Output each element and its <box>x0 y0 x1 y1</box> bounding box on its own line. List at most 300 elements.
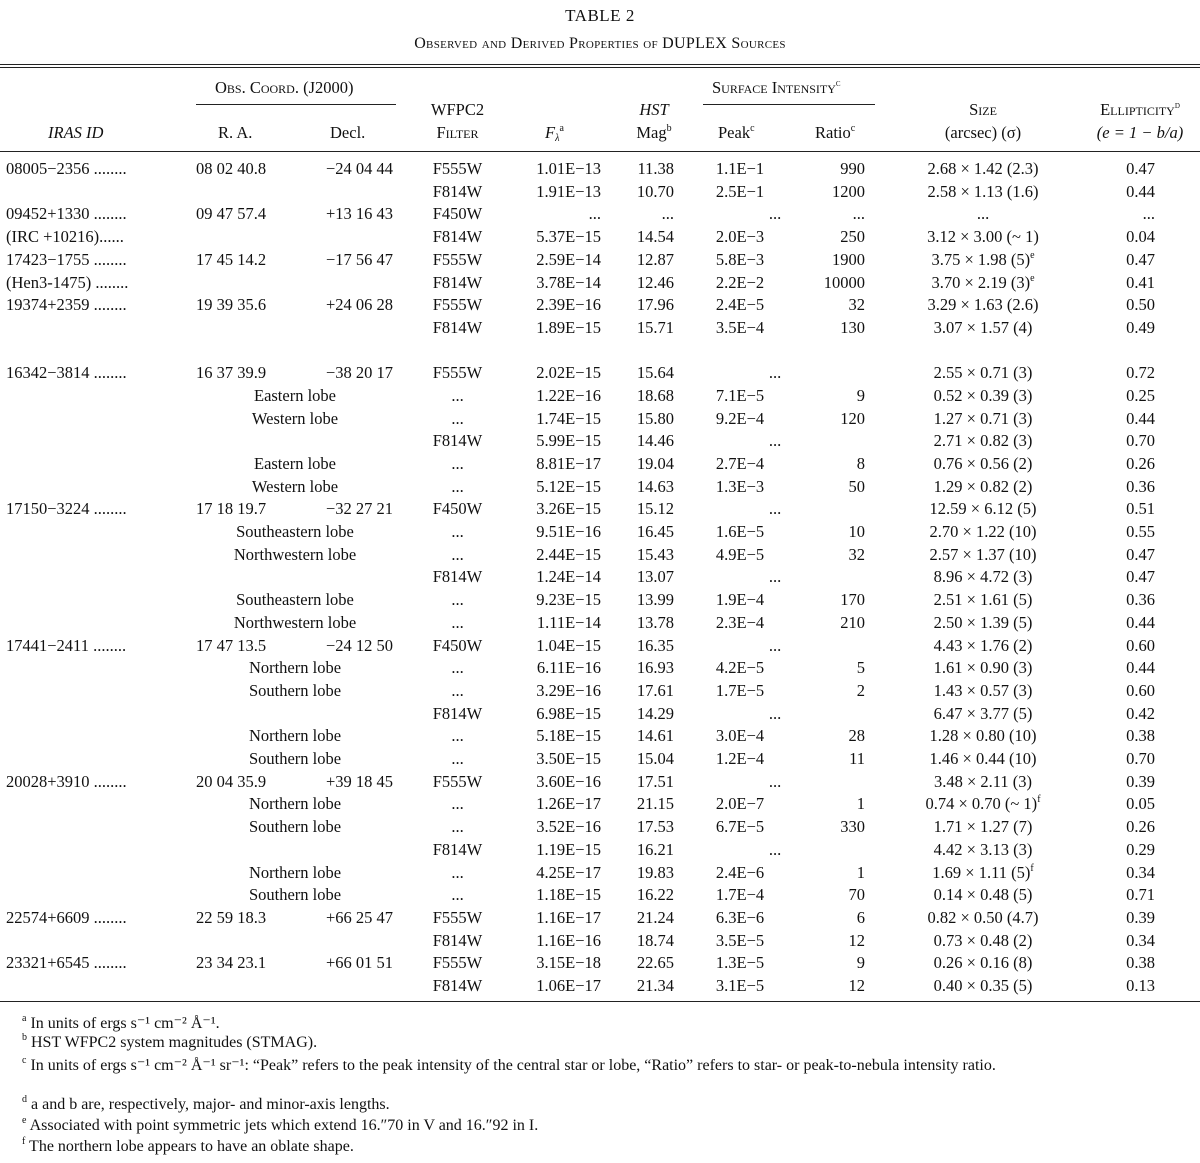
mag-cell: 16.45 <box>636 522 674 541</box>
table-row <box>0 182 1200 204</box>
filter-cell: ... <box>451 476 464 496</box>
footnote-text: The northern lobe appears to have an oblate shape. <box>25 1138 354 1155</box>
iras-id-cell: 19374+2359 ........ <box>6 295 127 315</box>
filter-cell: F555W <box>432 771 483 791</box>
table-row <box>0 636 1200 658</box>
table-row <box>0 522 1200 544</box>
table-row <box>0 726 1200 748</box>
table-row <box>0 613 1200 635</box>
filter-cell: F814W <box>432 839 483 859</box>
footnote-mark: d <box>22 1094 27 1105</box>
obs-coord-rule <box>196 104 396 105</box>
ellipticity-cell: 0.42 <box>1126 703 1155 723</box>
mag-cell: 15.43 <box>636 544 674 564</box>
ratio-cell: 120 <box>840 408 865 428</box>
filter-cell: ... <box>451 453 464 473</box>
filter-cell: F814W <box>432 976 483 995</box>
flux-cell: 6.98E−15 <box>536 703 601 723</box>
filter-cell: ... <box>451 612 464 632</box>
flux-cell: 1.24E−14 <box>536 567 601 587</box>
size-cell: 3.12 × 3.00 (~ 1) <box>927 227 1039 247</box>
size-cell: 0.82 × 0.50 (4.7) <box>927 907 1039 927</box>
footnote-text: In units of ergs s⁻¹ cm⁻² Å⁻¹. <box>26 1015 220 1032</box>
flux-cell: 1.89E−15 <box>536 317 601 337</box>
decl-cell: +13 16 43 <box>325 204 393 224</box>
header-rule <box>0 151 1200 152</box>
ratio-cell: 130 <box>840 317 865 337</box>
ellipticity-cell: ... <box>1142 204 1155 224</box>
table-row <box>0 976 1200 998</box>
table-row <box>0 204 1200 226</box>
peak-cell: ... <box>768 703 782 723</box>
ratio-cell: 11 <box>849 749 865 768</box>
table-row <box>0 658 1200 680</box>
ra-cell: 17 47 13.5 <box>196 635 267 655</box>
peak-cell: ... <box>768 635 782 655</box>
mag-cell: 17.51 <box>636 771 674 791</box>
peak-cell: 2.0E−7 <box>715 794 765 814</box>
size-cell: 0.76 × 0.56 (2) <box>933 453 1033 473</box>
filter-cell: F814W <box>432 181 483 201</box>
ratio-cell: 170 <box>840 590 865 610</box>
header-ellipticity: Ellipticity$^d$ <box>1100 100 1180 119</box>
filter-cell: F814W <box>432 272 483 292</box>
peak-cell: 3.0E−4 <box>715 726 765 746</box>
header-obs-coord: Obs. Coord. (J2000) <box>215 78 354 97</box>
size-cell: 0.73 × 0.48 (2) <box>933 930 1033 950</box>
flux-cell: 6.11E−16 <box>536 658 601 678</box>
ellipticity-cell: 0.51 <box>1126 499 1155 519</box>
component-cell: Southeastern lobe <box>236 590 354 610</box>
table-row <box>0 499 1200 521</box>
mag-cell: 12.46 <box>636 272 674 292</box>
filter-cell: F450W <box>432 635 483 655</box>
peak-cell: 4.9E−5 <box>715 544 765 564</box>
iras-id-cell: (IRC +10216)...... <box>6 227 124 247</box>
table-row <box>0 273 1200 295</box>
size-cell: 0.40 × 0.35 (5) <box>933 976 1033 995</box>
filter-cell: F814W <box>432 227 483 247</box>
filter-cell: F450W <box>432 204 483 224</box>
size-cell: 12.59 × 6.12 (5) <box>929 499 1037 519</box>
ellipticity-cell: 0.05 <box>1126 794 1155 814</box>
filter-cell: ... <box>451 544 464 564</box>
ellipticity-cell: 0.29 <box>1126 839 1155 859</box>
mag-cell: 21.15 <box>636 794 674 814</box>
filter-cell: F555W <box>432 159 483 178</box>
ra-cell: 17 18 19.7 <box>196 499 267 519</box>
mag-cell: 16.93 <box>636 658 674 678</box>
flux-cell: 9.51E−16 <box>536 522 601 541</box>
footnote-text: Associated with point symmetric jets which extend 16.″70 in V and 16.″92 in I. <box>26 1117 539 1134</box>
filter-cell: F555W <box>432 295 483 315</box>
peak-cell: 7.1E−5 <box>715 385 765 405</box>
ellipticity-cell: 0.72 <box>1126 363 1155 383</box>
footnote <box>0 1117 538 1135</box>
flux-cell: 3.26E−15 <box>536 499 601 519</box>
filter-cell: ... <box>451 408 464 428</box>
ellipticity-cell: 0.38 <box>1126 953 1155 973</box>
decl-cell: +39 18 45 <box>325 771 393 791</box>
peak-cell: ... <box>768 839 782 859</box>
filter-cell: ... <box>451 885 464 905</box>
filter-cell: F555W <box>432 907 483 927</box>
filter-cell: F814W <box>432 431 483 451</box>
table-row <box>0 295 1200 317</box>
ellipticity-cell: 0.44 <box>1126 408 1155 428</box>
ellipticity-cell: 0.34 <box>1126 930 1155 950</box>
iras-id-cell: (Hen3-1475) ........ <box>6 272 129 292</box>
footnote-mark: e <box>22 1115 27 1126</box>
ellipticity-cell: 0.36 <box>1126 590 1155 610</box>
peak-cell: 6.7E−5 <box>715 817 765 837</box>
table-row <box>0 250 1200 272</box>
table-row <box>0 772 1200 794</box>
mag-cell: 17.61 <box>636 680 674 700</box>
flux-cell: 5.37E−15 <box>536 227 601 247</box>
flux-cell: 1.26E−17 <box>536 794 601 814</box>
flux-cell: 1.91E−13 <box>536 181 601 201</box>
ellipticity-cell: 0.47 <box>1126 567 1155 587</box>
filter-cell: ... <box>451 817 464 837</box>
iras-id-cell: 16342−3814 ........ <box>6 363 127 383</box>
footnote <box>0 1138 354 1156</box>
filter-cell: ... <box>451 749 464 768</box>
flux-cell: 3.50E−15 <box>536 749 601 768</box>
peak-cell: ... <box>768 363 782 383</box>
footnote <box>0 1034 317 1052</box>
filter-cell: ... <box>451 862 464 882</box>
decl-cell: −32 27 21 <box>325 499 393 519</box>
ellipticity-cell: 0.39 <box>1126 771 1155 791</box>
ratio-cell: 8 <box>856 453 865 473</box>
size-cell: 2.55 × 0.71 (3) <box>933 363 1033 383</box>
footnote-text: HST WFPC2 system magnitudes (STMAG). <box>27 1034 318 1051</box>
ratio-cell: 1 <box>856 862 865 882</box>
peak-cell: 1.1E−1 <box>715 159 765 178</box>
ra-cell: 22 59 18.3 <box>196 907 267 927</box>
ellipticity-cell: 0.47 <box>1126 544 1155 564</box>
filter-cell: ... <box>451 590 464 610</box>
flux-cell: 1.18E−15 <box>536 885 601 905</box>
size-cell: 2.51 × 1.61 (5) <box>933 590 1033 610</box>
component-cell: Southern lobe <box>248 885 342 905</box>
mag-cell: 16.22 <box>636 885 674 905</box>
peak-cell: 2.5E−1 <box>715 181 765 201</box>
footnote <box>0 1013 220 1033</box>
ratio-cell: 32 <box>848 295 865 315</box>
mag-cell: 13.07 <box>636 567 674 587</box>
mag-cell: 19.04 <box>636 453 674 473</box>
peak-cell: 1.7E−5 <box>715 680 765 700</box>
footnote-mark: a <box>22 1013 27 1024</box>
size-cell: 2.50 × 1.39 (5) <box>933 612 1033 632</box>
surface-intensity-rule <box>703 104 875 105</box>
flux-cell: 8.81E−17 <box>536 453 601 473</box>
table-row <box>0 681 1200 703</box>
ellipticity-cell: 0.13 <box>1126 976 1155 995</box>
peak-cell: 3.1E−5 <box>715 976 765 995</box>
peak-cell: 2.7E−4 <box>715 453 765 473</box>
ratio-cell: 10000 <box>823 272 865 292</box>
component-cell: Northern lobe <box>248 794 342 814</box>
mag-cell: 17.53 <box>636 817 674 837</box>
peak-cell: ... <box>768 431 782 451</box>
size-cell: 3.07 × 1.57 (4) <box>933 317 1033 337</box>
ratio-cell: 10 <box>848 522 865 541</box>
top-rule-1 <box>0 64 1200 65</box>
peak-cell: 3.5E−4 <box>715 317 765 337</box>
filter-cell: F814W <box>432 567 483 587</box>
size-cell: 3.75 × 1.98 $(5)^e$ <box>931 249 1035 269</box>
mag-cell: 16.21 <box>636 839 674 859</box>
iras-id-cell: 09452+1330 ........ <box>6 204 127 224</box>
mag-cell: ... <box>661 204 674 224</box>
size-cell: 2.57 × 1.37 (10) <box>929 544 1037 564</box>
filter-cell: F555W <box>432 953 483 973</box>
ellipticity-cell: 0.55 <box>1126 522 1155 541</box>
filter-cell: F555W <box>432 249 483 269</box>
table-row <box>0 863 1200 885</box>
footnote-mark: f <box>1030 862 1034 874</box>
table-title: TABLE 2 <box>565 6 635 25</box>
table-row <box>0 840 1200 862</box>
table-row <box>0 817 1200 839</box>
table-row <box>0 704 1200 726</box>
footnote <box>0 1096 390 1114</box>
header-size-units: (arcsec) (σ) <box>944 123 1022 142</box>
header-mag: Mag$^b$ <box>636 123 672 142</box>
size-cell: 1.71 × 1.27 (7) <box>933 817 1033 837</box>
footnote-mark: f <box>1037 794 1041 806</box>
footnote-mark: f <box>22 1136 26 1147</box>
peak-cell: 1.9E−4 <box>715 590 765 610</box>
component-cell: Southern lobe <box>248 817 342 837</box>
flux-cell: 1.22E−16 <box>536 385 601 405</box>
ellipticity-cell: 0.47 <box>1126 249 1155 269</box>
header-hst: HST <box>639 100 669 119</box>
peak-cell: 2.3E−4 <box>715 612 765 632</box>
size-cell: 3.70 × 2.19 $(3)^e$ <box>931 272 1035 292</box>
size-cell: 2.68 × 1.42 (2.3) <box>927 159 1039 178</box>
ratio-cell: 9 <box>856 953 865 973</box>
size-cell: 2.71 × 0.82 (3) <box>933 431 1033 451</box>
table-row <box>0 545 1200 567</box>
filter-cell: F555W <box>432 363 483 383</box>
mag-cell: 16.35 <box>636 635 674 655</box>
size-cell: 3.29 × 1.63 (2.6) <box>927 295 1039 315</box>
flux-cell: 1.74E−15 <box>536 408 601 428</box>
mag-cell: 14.63 <box>636 476 674 496</box>
mag-cell: 13.78 <box>636 612 674 632</box>
ellipticity-cell: 0.44 <box>1126 181 1155 201</box>
decl-cell: −17 56 47 <box>325 249 393 269</box>
flux-cell: 3.60E−16 <box>536 771 601 791</box>
ratio-cell: 28 <box>848 726 865 746</box>
filter-cell: ... <box>451 658 464 678</box>
peak-cell: 1.2E−4 <box>715 749 765 768</box>
flux-cell: 1.11E−14 <box>536 612 601 632</box>
ratio-cell: 1900 <box>832 249 865 269</box>
size-cell: ... <box>976 204 990 224</box>
decl-cell: +66 25 47 <box>325 907 393 927</box>
ra-cell: 09 47 57.4 <box>196 204 267 224</box>
peak-cell: 1.3E−3 <box>715 476 765 496</box>
ellipticity-cell: 0.44 <box>1126 612 1155 632</box>
table-row <box>0 953 1200 975</box>
table-row <box>0 363 1200 385</box>
iras-id-cell: 17423−1755 ........ <box>6 249 127 269</box>
mag-cell: 15.04 <box>636 749 674 768</box>
filter-cell: ... <box>451 385 464 405</box>
flux-cell: 2.59E−14 <box>536 249 601 269</box>
header-ellipticity-def: (e = 1 − b/a) <box>1096 123 1184 142</box>
mag-cell: 11.38 <box>637 159 674 178</box>
footnote <box>0 1055 1196 1076</box>
header-filter: Filter <box>436 123 479 142</box>
ellipticity-cell: 0.49 <box>1126 317 1155 337</box>
mag-cell: 22.65 <box>636 953 674 973</box>
peak-cell: 1.3E−5 <box>715 953 765 973</box>
peak-cell: 2.4E−6 <box>715 862 765 882</box>
mag-cell: 14.46 <box>636 431 674 451</box>
ra-cell: 20 04 35.9 <box>196 771 267 791</box>
flux-cell: 2.44E−15 <box>536 544 601 564</box>
peak-cell: 5.8E−3 <box>715 249 765 269</box>
component-cell: Eastern lobe <box>253 385 336 405</box>
header-ratio: Ratio$^c$ <box>815 123 856 142</box>
mag-cell: 13.99 <box>636 590 674 610</box>
footnote-mark: e <box>1030 272 1035 284</box>
mag-cell: 15.64 <box>636 363 674 383</box>
header-decl: Decl. <box>330 123 366 142</box>
table-row <box>0 885 1200 907</box>
flux-cell: 1.06E−17 <box>536 976 601 995</box>
footnote-mark: e <box>1030 249 1035 261</box>
table-row <box>0 431 1200 453</box>
table-row <box>0 794 1200 816</box>
ra-cell: 17 45 14.2 <box>196 249 267 269</box>
ra-cell: 19 39 35.6 <box>196 295 267 315</box>
mag-cell: 15.71 <box>636 317 674 337</box>
mag-cell: 15.12 <box>636 499 674 519</box>
ratio-cell: 32 <box>848 544 865 564</box>
ratio-cell: 2 <box>856 680 865 700</box>
ratio-cell: 1 <box>856 794 865 814</box>
peak-cell: ... <box>768 499 782 519</box>
ellipticity-cell: 0.71 <box>1126 885 1155 905</box>
header-size: Size <box>969 100 997 119</box>
ratio-cell: 5 <box>856 658 865 678</box>
header-ra: R. A. <box>218 123 253 142</box>
flux-cell: 3.78E−14 <box>536 272 601 292</box>
footnote-text: a and b are, respectively, major- and minor-axis lengths. <box>27 1096 390 1113</box>
ellipticity-cell: 0.70 <box>1126 431 1155 451</box>
size-cell: 0.52 × 0.39 (3) <box>933 385 1033 405</box>
header-iras-id: IRAS ID <box>48 123 104 142</box>
ratio-cell: 990 <box>840 159 865 178</box>
size-cell: 1.29 × 0.82 (2) <box>933 476 1033 496</box>
flux-cell: 1.01E−13 <box>536 159 601 178</box>
size-cell: 1.61 × 0.90 (3) <box>933 658 1033 678</box>
header-flux: $F_\lambda^a$ <box>545 123 564 144</box>
component-cell: Northwestern lobe <box>233 612 357 632</box>
header-surface-intensity: Surface Intensity$^c$ <box>712 78 841 97</box>
mag-cell: 21.34 <box>636 976 674 995</box>
ellipticity-cell: 0.41 <box>1126 272 1155 292</box>
ellipticity-cell: 0.36 <box>1126 476 1155 496</box>
component-cell: Western lobe <box>251 476 339 496</box>
mag-cell: 14.54 <box>636 227 674 247</box>
flux-cell: 3.15E−18 <box>536 953 601 973</box>
filter-cell: ... <box>451 794 464 814</box>
size-cell: 2.70 × 1.22 (10) <box>929 522 1037 541</box>
iras-id-cell: 20028+3910 ........ <box>6 771 127 791</box>
mag-cell: 21.24 <box>636 907 674 927</box>
flux-cell: 5.18E−15 <box>536 726 601 746</box>
ellipticity-cell: 0.26 <box>1126 817 1155 837</box>
size-cell: 6.47 × 3.77 (5) <box>933 703 1033 723</box>
component-cell: Northern lobe <box>248 658 342 678</box>
table-row <box>0 749 1200 771</box>
iras-id-cell: 17441−2411 ........ <box>6 635 127 655</box>
flux-cell: ... <box>588 204 601 224</box>
component-cell: Southern lobe <box>248 680 342 700</box>
footnote-text: In units of ergs s⁻¹ cm⁻² Å⁻¹ sr⁻¹: “Peak” refers to the peak intensity of the central star or lobe, “Ratio” refers to star- or peak-to-nebula intensity ratio. <box>26 1057 996 1074</box>
peak-cell: 1.6E−5 <box>715 522 765 541</box>
size-cell: 1.69 × 1.11 $(5)^f$ <box>932 862 1034 882</box>
peak-cell: 3.5E−5 <box>715 930 765 950</box>
iras-id-cell: 08005−2356 ........ <box>6 159 127 178</box>
mag-cell: 12.87 <box>636 249 674 269</box>
flux-cell: 1.19E−15 <box>536 839 601 859</box>
size-cell: 8.96 × 4.72 (3) <box>933 567 1033 587</box>
flux-cell: 1.04E−15 <box>536 635 601 655</box>
filter-cell: ... <box>451 680 464 700</box>
peak-cell: ... <box>768 204 782 224</box>
ellipticity-cell: 0.25 <box>1126 385 1155 405</box>
ratio-cell: 210 <box>840 612 865 632</box>
size-cell: 4.42 × 3.13 (3) <box>933 839 1033 859</box>
ratio-cell: 12 <box>848 976 865 995</box>
iras-id-cell: 23321+6545 ........ <box>6 953 127 973</box>
size-cell: 4.43 × 1.76 (2) <box>933 635 1033 655</box>
size-cell: 1.46 × 0.44 (10) <box>929 749 1037 768</box>
peak-cell: 4.2E−5 <box>715 658 765 678</box>
ratio-cell: ... <box>852 204 865 224</box>
ellipticity-cell: 0.26 <box>1126 453 1155 473</box>
mag-cell: 17.96 <box>636 295 674 315</box>
flux-cell: 9.23E−15 <box>536 590 601 610</box>
filter-cell: F814W <box>432 317 483 337</box>
size-cell: 3.48 × 2.11 (3) <box>933 771 1033 791</box>
component-cell: Southeastern lobe <box>236 522 354 541</box>
size-cell: 1.43 × 0.57 (3) <box>933 680 1033 700</box>
component-cell: Southern lobe <box>248 749 342 768</box>
ellipticity-cell: 0.44 <box>1126 658 1155 678</box>
decl-cell: −38 20 17 <box>325 363 393 383</box>
table-row <box>0 590 1200 612</box>
ratio-cell: 50 <box>848 476 865 496</box>
decl-cell: +24 06 28 <box>325 295 393 315</box>
table-row <box>0 931 1200 953</box>
mag-cell: 15.80 <box>636 408 674 428</box>
mag-cell: 10.70 <box>636 181 674 201</box>
flux-cell: 5.12E−15 <box>536 476 601 496</box>
table-row <box>0 159 1200 181</box>
ra-cell: 23 34 23.1 <box>196 953 267 973</box>
ellipticity-cell: 0.60 <box>1126 680 1155 700</box>
